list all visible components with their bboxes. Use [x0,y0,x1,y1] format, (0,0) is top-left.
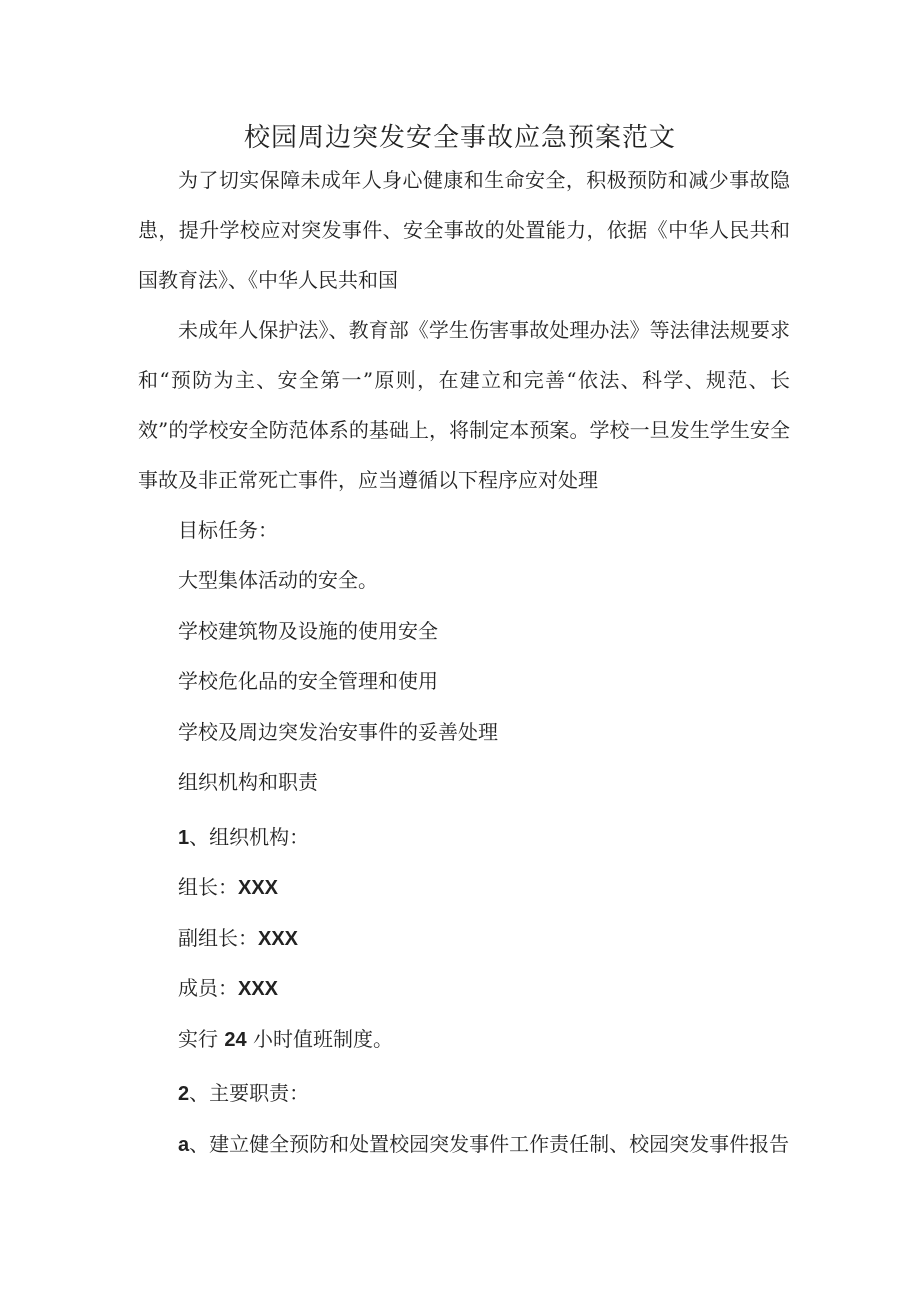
members-label: 成员： [178,976,238,1000]
duty-a-text: 、建立健全预防和处置校园突发事件工作责任制、校园突发事件报告 [189,1132,790,1156]
org-heading: 组织机构和职责 [178,770,318,794]
duty-system-number: 24 [224,1029,247,1051]
org-section-label: 、组织机构： [189,825,310,849]
deputy-line [178,918,298,959]
duty-system-prefix: 实行 [178,1027,225,1051]
leader-label: 组长： [178,875,238,899]
duty-system-line [178,1019,393,1060]
intro-paragraph-1: 为了切实保障未成年人身心健康和生命安全，积极预防和减少事故隐患，提升学校应对突发事件、安全事故的处置能力，依据《中华人民共和国教育法》、《中华人民共和国 [138,168,790,292]
members-value: XXX [238,978,279,1000]
document-title: 校园周边突发安全事故应急预案范文 [243,123,676,153]
duty-a-marker: a [178,1134,190,1156]
duty-a-line [178,1124,789,1165]
org-section-number: 1 [178,827,190,849]
duty-system-suffix: 小时值班制度。 [246,1027,393,1051]
members-line [178,968,278,1009]
goals-heading: 目标任务： [178,518,278,542]
goal-item-2: 学校建筑物及设施的使用安全 [178,619,438,643]
duties-section-label: 、主要职责： [189,1081,310,1105]
deputy-label: 副组长： [178,926,258,950]
goal-item-3: 学校危化品的安全管理和使用 [178,669,438,693]
duties-section-heading [178,1073,309,1114]
goal-item-4: 学校及周边突发治安事件的妥善处理 [178,720,498,744]
leader-value: XXX [238,877,279,899]
goal-item-1: 大型集体活动的安全。 [178,568,378,592]
deputy-value: XXX [258,928,299,950]
intro-paragraph-2: 未成年人保护法》、教育部《学生伤害事故处理办法》等法律法规要求和“预防为主、安全第一”原则，在建立和完善“依法、科学、规范、长效”的学校安全防范体系的基础上，将制定本预案。学校一旦发生学生安全事故及非正常死亡事件，应当遵循以下程序应对处理 [138,318,790,492]
duties-section-number: 2 [178,1083,190,1105]
leader-line [178,867,278,908]
org-section-heading [178,817,309,858]
